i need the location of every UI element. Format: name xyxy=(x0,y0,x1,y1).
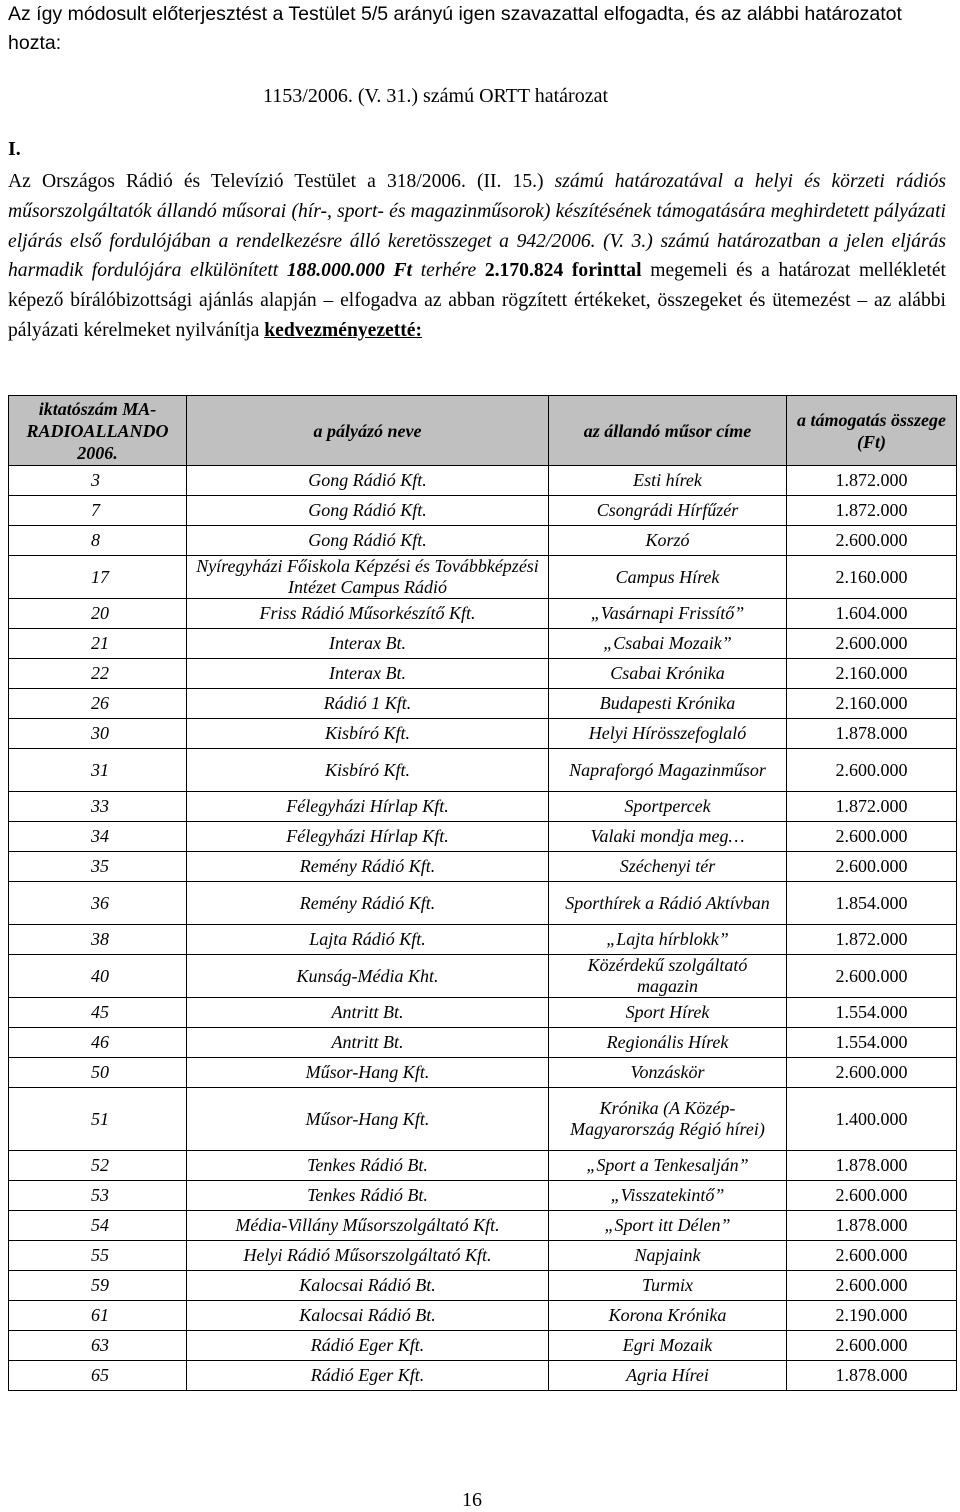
table-row xyxy=(9,955,957,998)
table-row xyxy=(9,496,957,526)
table-row xyxy=(9,822,957,852)
table-row xyxy=(9,659,957,689)
cell-id: 63 xyxy=(9,1331,187,1361)
cell-id: 52 xyxy=(9,1151,187,1181)
cell-id: 17 xyxy=(9,556,187,599)
table-row xyxy=(9,749,957,792)
cell-id: 3 xyxy=(9,466,187,496)
table-row xyxy=(9,1241,957,1271)
cell-applicant: Tenkes Rádió Bt. xyxy=(187,1181,549,1211)
cell-amount: 2.600.000 xyxy=(787,1331,957,1361)
grants-table xyxy=(8,395,957,1391)
cell-id: 55 xyxy=(9,1241,187,1271)
cell-program: Csongrádi Hírfűzér xyxy=(549,496,787,526)
paragraph-amount: 2.170.824 forinttal xyxy=(484,260,642,282)
cell-id: 20 xyxy=(9,599,187,629)
cell-applicant: Kisbíró Kft. xyxy=(187,719,549,749)
paragraph-part3: terhére xyxy=(412,260,485,282)
cell-amount: 1.872.000 xyxy=(787,466,957,496)
table-row xyxy=(9,1271,957,1301)
cell-id: 36 xyxy=(9,882,187,925)
table-row xyxy=(9,526,957,556)
cell-amount: 1.878.000 xyxy=(787,1361,957,1391)
cell-amount: 2.600.000 xyxy=(787,1271,957,1301)
table-row xyxy=(9,1151,957,1181)
table-row xyxy=(9,719,957,749)
cell-program: Esti hírek xyxy=(549,466,787,496)
cell-program: Krónika (A Közép-Magyarország Régió hírei) xyxy=(549,1088,787,1151)
cell-applicant: Rádió Eger Kft. xyxy=(187,1361,549,1391)
table-row xyxy=(9,556,957,599)
cell-amount: 2.160.000 xyxy=(787,689,957,719)
cell-program: „Sport a Tenkesalján” xyxy=(549,1151,787,1181)
cell-id: 46 xyxy=(9,1028,187,1058)
table-row xyxy=(9,689,957,719)
cell-amount: 2.600.000 xyxy=(787,852,957,882)
cell-id: 50 xyxy=(9,1058,187,1088)
cell-applicant: Műsor-Hang Kft. xyxy=(187,1058,549,1088)
table-row xyxy=(9,1301,957,1331)
cell-id: 45 xyxy=(9,998,187,1028)
cell-applicant: Tenkes Rádió Bt. xyxy=(187,1151,549,1181)
cell-amount: 1.878.000 xyxy=(787,719,957,749)
table-row xyxy=(9,1211,957,1241)
intro-text: Az így módosult előterjesztést a Testület 5/5 arányú igen szavazattal elfogadta, és az alábbi határozatot hozta: xyxy=(8,3,902,54)
cell-amount: 2.160.000 xyxy=(787,556,957,599)
cell-id: 65 xyxy=(9,1361,187,1391)
cell-program: „Vasárnapi Frissítő” xyxy=(549,599,787,629)
cell-id: 40 xyxy=(9,955,187,998)
cell-id: 59 xyxy=(9,1271,187,1301)
cell-program: Sportpercek xyxy=(549,792,787,822)
cell-program: Napjaink xyxy=(549,1241,787,1271)
cell-applicant: Gong Rádió Kft. xyxy=(187,496,549,526)
cell-program: Széchenyi tér xyxy=(549,852,787,882)
cell-program: Turmix xyxy=(549,1271,787,1301)
cell-applicant: Rádió 1 Kft. xyxy=(187,689,549,719)
cell-program: Campus Hírek xyxy=(549,556,787,599)
cell-program: Vonzáskör xyxy=(549,1058,787,1088)
cell-applicant: Kalocsai Rádió Bt. xyxy=(187,1271,549,1301)
cell-program: „Sport itt Délen” xyxy=(549,1211,787,1241)
cell-amount: 2.190.000 xyxy=(787,1301,957,1331)
cell-program: Korzó xyxy=(549,526,787,556)
table-header-row xyxy=(9,396,957,466)
cell-program: Korona Krónika xyxy=(549,1301,787,1331)
cell-program: Sport Hírek xyxy=(549,998,787,1028)
cell-applicant: Gong Rádió Kft. xyxy=(187,466,549,496)
paragraph-budget: 188.000.000 Ft xyxy=(286,260,413,282)
cell-amount: 1.878.000 xyxy=(787,1211,957,1241)
cell-applicant: Interax Bt. xyxy=(187,659,549,689)
cell-amount: 1.400.000 xyxy=(787,1088,957,1151)
cell-applicant: Interax Bt. xyxy=(187,629,549,659)
table-row xyxy=(9,1088,957,1151)
cell-amount: 2.600.000 xyxy=(787,629,957,659)
cell-id: 31 xyxy=(9,749,187,792)
cell-id: 34 xyxy=(9,822,187,852)
table-row xyxy=(9,1361,957,1391)
cell-applicant: Rádió Eger Kft. xyxy=(187,1331,549,1361)
cell-amount: 2.600.000 xyxy=(787,822,957,852)
cell-id: 22 xyxy=(9,659,187,689)
header-program: az állandó műsor címe xyxy=(549,396,787,466)
cell-id: 26 xyxy=(9,689,187,719)
cell-id: 30 xyxy=(9,719,187,749)
cell-program: Egri Mozaik xyxy=(549,1331,787,1361)
cell-id: 51 xyxy=(9,1088,187,1151)
cell-id: 35 xyxy=(9,852,187,882)
resolution-paragraph xyxy=(8,167,946,346)
cell-program: Budapesti Krónika xyxy=(549,689,787,719)
cell-id: 8 xyxy=(9,526,187,556)
cell-amount: 1.854.000 xyxy=(787,882,957,925)
cell-id: 53 xyxy=(9,1181,187,1211)
cell-applicant: Félegyházi Hírlap Kft. xyxy=(187,792,549,822)
table-row xyxy=(9,925,957,955)
cell-id: 7 xyxy=(9,496,187,526)
cell-program: „Lajta hírblokk” xyxy=(549,925,787,955)
table-row xyxy=(9,1058,957,1088)
cell-amount: 1.554.000 xyxy=(787,1028,957,1058)
paragraph-part1: Az Országos Rádió és Televízió Testület a 318/2006. (II. 15.) xyxy=(8,171,544,192)
cell-amount: 1.554.000 xyxy=(787,998,957,1028)
cell-amount: 2.600.000 xyxy=(787,749,957,792)
cell-applicant: Lajta Rádió Kft. xyxy=(187,925,549,955)
cell-applicant: Remény Rádió Kft. xyxy=(187,882,549,925)
table-row xyxy=(9,466,957,496)
cell-amount: 2.160.000 xyxy=(787,659,957,689)
table-row xyxy=(9,1028,957,1058)
header-amount: a támogatás összege (Ft) xyxy=(787,396,957,466)
cell-applicant: Antritt Bt. xyxy=(187,1028,549,1058)
cell-applicant: Nyíregyházi Főiskola Képzési és Továbbképzési Intézet Campus Rádió xyxy=(187,556,549,599)
table-row xyxy=(9,852,957,882)
cell-applicant: Gong Rádió Kft. xyxy=(187,526,549,556)
table-row xyxy=(9,599,957,629)
page-number: 16 xyxy=(462,1489,482,1511)
paragraph-part2: számú határozatával a helyi és körzeti rádiós műsorszolgáltatók állandó műsorai (hír-, sport- és magazinműsorok) készítésének támogatására meghirdetett pályázati eljárás első fordulójában a rendelkezésre álló keretösszeget a 942/2006. (V. 3.) számú határozatban a jelen eljárás harmadik fordulójára elkülönített xyxy=(8,171,946,282)
header-applicant: a pályázó neve xyxy=(187,396,549,466)
cell-id: 61 xyxy=(9,1301,187,1331)
table-row xyxy=(9,998,957,1028)
paragraph-part4: megemeli és a határozat mellékletét képező bírálóbizottsági ajánlás alapján – elfogadva az abban rögzített értékeket, összegeket és ütemezést – az alábbi pályázati kérelmeket nyilvánítja xyxy=(8,260,946,341)
cell-program: „Csabai Mozaik” xyxy=(549,629,787,659)
cell-id: 38 xyxy=(9,925,187,955)
cell-amount: 2.600.000 xyxy=(787,1241,957,1271)
cell-applicant: Remény Rádió Kft. xyxy=(187,852,549,882)
cell-applicant: Friss Rádió Műsorkészítő Kft. xyxy=(187,599,549,629)
table-row xyxy=(9,629,957,659)
cell-id: 33 xyxy=(9,792,187,822)
cell-amount: 1.872.000 xyxy=(787,496,957,526)
cell-applicant: Kalocsai Rádió Bt. xyxy=(187,1301,549,1331)
cell-program: Sporthírek a Rádió Aktívban xyxy=(549,882,787,925)
cell-id: 54 xyxy=(9,1211,187,1241)
cell-applicant: Média-Villány Műsorszolgáltató Kft. xyxy=(187,1211,549,1241)
cell-applicant: Antritt Bt. xyxy=(187,998,549,1028)
paragraph-beneficiary: kedvezményezetté: xyxy=(264,319,423,341)
cell-applicant: Félegyházi Hírlap Kft. xyxy=(187,822,549,852)
cell-amount: 2.600.000 xyxy=(787,955,957,998)
table-row xyxy=(9,1331,957,1361)
cell-program: Agria Hírei xyxy=(549,1361,787,1391)
cell-applicant: Kunság-Média Kht. xyxy=(187,955,549,998)
cell-amount: 1.872.000 xyxy=(787,925,957,955)
cell-program: Napraforgó Magazinműsor xyxy=(549,749,787,792)
cell-amount: 1.604.000 xyxy=(787,599,957,629)
cell-program: Csabai Krónika xyxy=(549,659,787,689)
cell-program: Helyi Hírösszefoglaló xyxy=(549,719,787,749)
cell-program: „Visszatekintő” xyxy=(549,1181,787,1211)
header-id: iktatószám MA-RADIOALLANDO 2006. xyxy=(9,396,187,466)
resolution-title: 1153/2006. (V. 31.) számú ORTT határozat xyxy=(263,85,609,107)
table-row xyxy=(9,1181,957,1211)
cell-amount: 2.600.000 xyxy=(787,1181,957,1211)
table-row xyxy=(9,882,957,925)
cell-amount: 1.878.000 xyxy=(787,1151,957,1181)
cell-program: Regionális Hírek xyxy=(549,1028,787,1058)
cell-amount: 2.600.000 xyxy=(787,1058,957,1088)
cell-applicant: Helyi Rádió Műsorszolgáltató Kft. xyxy=(187,1241,549,1271)
cell-applicant: Kisbíró Kft. xyxy=(187,749,549,792)
cell-amount: 2.600.000 xyxy=(787,526,957,556)
cell-program: Közérdekű szolgáltató magazin xyxy=(549,955,787,998)
table-row xyxy=(9,792,957,822)
cell-program: Valaki mondja meg… xyxy=(549,822,787,852)
cell-applicant: Műsor-Hang Kft. xyxy=(187,1088,549,1151)
cell-amount: 1.872.000 xyxy=(787,792,957,822)
section-number: I. xyxy=(8,138,21,160)
cell-id: 21 xyxy=(9,629,187,659)
